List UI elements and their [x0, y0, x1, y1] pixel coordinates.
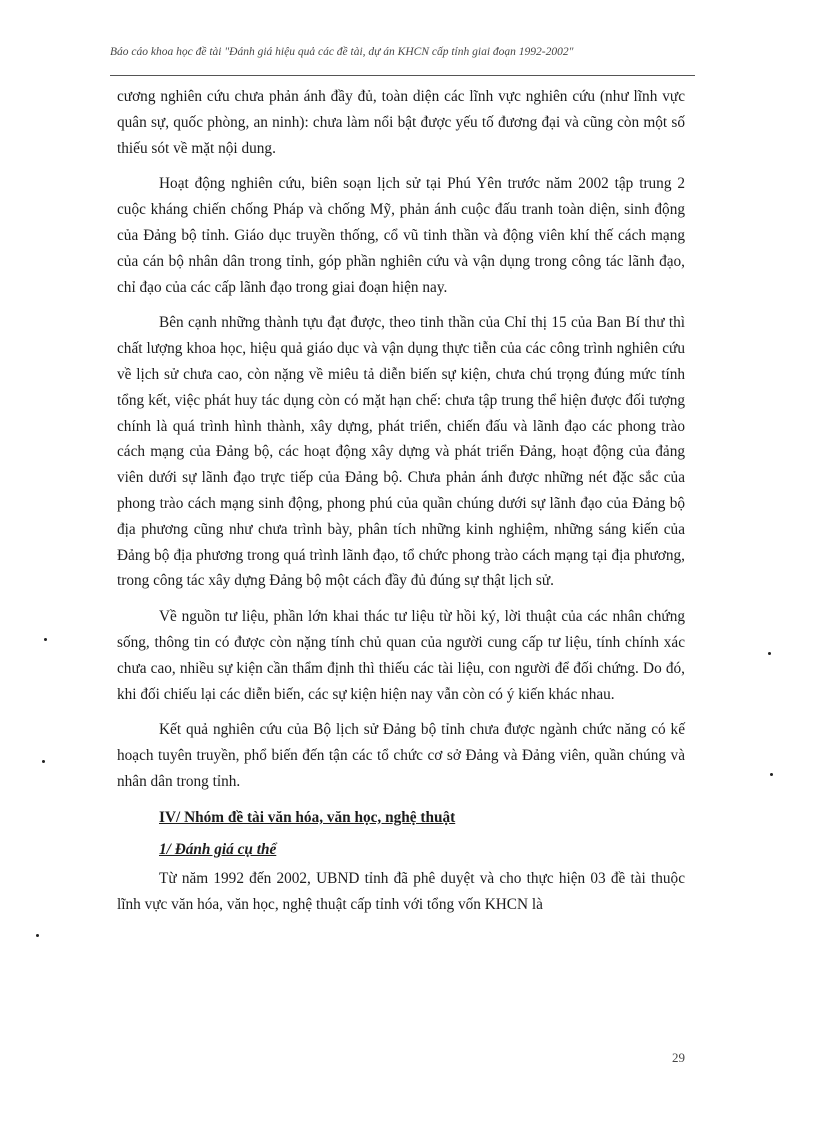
paragraph: Từ năm 1992 đến 2002, UBND tỉnh đã phê duyệt và cho thực hiện 03 đề tài thuộc lĩnh vực văn hóa, văn học, nghệ thuật cấp tỉnh với tổng vốn KHCN là — [117, 870, 685, 914]
subsection-heading: 1/ Đánh giá cụ thể — [159, 840, 277, 858]
body-text — [117, 84, 685, 928]
paragraph: Hoạt động nghiên cứu, biên soạn lịch sử tại Phú Yên trước năm 2002 tập trung 2 cuộc kháng chiến chống Pháp và chống Mỹ, phản ánh cuộc đấu tranh toàn diện, sinh động của Đảng bộ tỉnh. Giáo dục truyền thống, cổ vũ tinh thần và động viên khí thế cách mạng của cán bộ nhân dân trong tỉnh, góp phần nghiên cứu và vận dụng trong công tác lãnh đạo, chỉ đạo của các cấp lãnh đạo trong giai đoạn hiện nay. — [117, 175, 685, 296]
scan-speck — [770, 773, 773, 776]
scan-speck — [36, 934, 39, 937]
paragraph: Về nguồn tư liệu, phần lớn khai thác tư liệu từ hồi ký, lời thuật của các nhân chứng sống, thông tin có được còn nặng tính chủ quan của người cung cấp tư liệu, tính chính xác chưa cao, nhiều sự kiện cần thẩm định thì thiếu các tài liệu, con người để đối chứng. Do đó, khi đối chiếu lại các diễn biến, các sự kiện hiện nay vẫn còn có ý kiến khác nhau. — [117, 608, 685, 703]
paragraph-continued: cương nghiên cứu chưa phản ánh đầy đủ, toàn diện các lĩnh vực nghiên cứu (như lĩnh vực quân sự, quốc phòng, an ninh): chưa làm nổi bật được yếu tố đương đại và cũng còn một số thiếu sót về mặt nội dung. — [117, 88, 685, 157]
scan-speck — [44, 638, 47, 641]
scan-speck — [768, 652, 771, 655]
paragraph: Bên cạnh những thành tựu đạt được, theo tinh thần của Chỉ thị 15 của Ban Bí thư thì chất lượng khoa học, hiệu quả giáo dục và vận dụng thực tiễn của các công trình nghiên cứu về lịch sử chưa cao, còn nặng về miêu tả diễn biến sự kiện, chưa chú trọng đúng mức tính tổng kết, việc phát huy tác dụng còn có mặt hạn chế: chưa tập trung thể hiện được đối tượng chính là quá trình hình thành, xây dựng, phát triển, chiến đấu và lãnh đạo các phong trào cách mạng của Đảng bộ, các hoạt động xây dựng và phát triển Đảng, hoạt động của đảng viên dưới sự lãnh đạo trực tiếp của Đảng bộ. Chưa phản ánh được những nét đặc sắc của phong trào cách mạng sinh động, phong phú của quần chúng dưới sự lãnh đạo của Đảng bộ địa phương cũng như chưa trình bày, phân tích những kinh nghiệm, những sáng kiến của Đảng bộ địa phương trong quá trình lãnh đạo, tổ chức phong trào cách mạng tại địa phương, trong công tác xây dựng Đảng bộ một cách đầy đủ đúng sự thật lịch sử. — [117, 314, 685, 590]
running-header: Báo cáo khoa học đề tài "Đánh giá hiệu quả các đề tài, dự án KHCN cấp tỉnh giai đoạn 1992-2002" — [110, 46, 574, 58]
paragraph: Kết quả nghiên cứu của Bộ lịch sử Đảng bộ tỉnh chưa được ngành chức năng có kế hoạch tuyên truyền, phổ biến đến tận các tổ chức cơ sở Đảng và Đảng viên, quần chúng và nhân dân trong tỉnh. — [117, 721, 685, 790]
page-number: 29 — [672, 1050, 685, 1065]
header-rule — [110, 75, 695, 76]
scan-speck — [42, 760, 45, 763]
section-heading: IV/ Nhóm đề tài văn hóa, văn học, nghệ thuật — [159, 808, 456, 826]
